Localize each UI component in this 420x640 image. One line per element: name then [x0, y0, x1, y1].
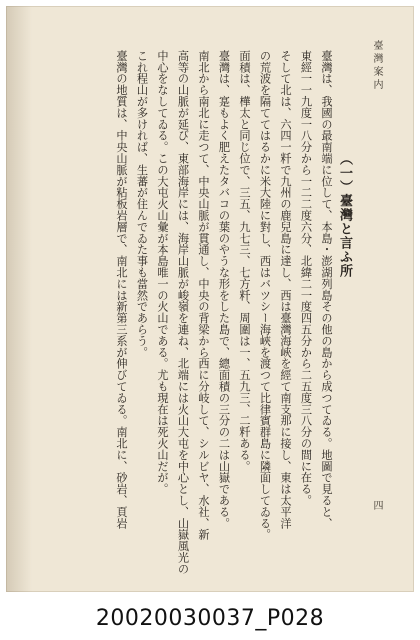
- page-gutter-shadow: [6, 6, 32, 592]
- body-line: 東經一一九度一八分から一二二度六分、北緯二一度四五分から二五度三八分の間に在る。: [299, 50, 313, 506]
- body-line: 臺灣は、寔もよく肥えたタバコの葉のやうな形をした島で、總面積の三分の二は山嶽である。: [217, 50, 231, 529]
- body-line: これ程山が多ければ、生蕃が住んでゐた事も當然であらう。: [135, 50, 149, 358]
- page-number: 四: [371, 500, 382, 510]
- body-line: 臺灣は、我國の最南端に位して、本島・澎湖列島その他の島から成つてゐる。地圖で見ると、: [320, 50, 333, 529]
- body-line: 臺灣の地質は、中央山脈が粘板岩層で、南北には新第三系が伸びてゐる。南北に、砂岩、頁岩: [115, 50, 128, 529]
- image-caption: 20020030037_P028: [95, 605, 325, 631]
- body-line: 面積は、樺太と同じ位で、三五、九七三、七方粁、周圍は一、五九三、二粁ある。: [238, 50, 251, 472]
- running-head: 臺灣案内: [371, 40, 382, 92]
- body-line: の荒波を隔ててはるかに米大陸に對し、西はバツシー海峽を渡つて比律賓群島に隣面してゐる。: [258, 50, 272, 541]
- body-line: 南北から南北に走つて、中央山脈が貫通し、中央の背梁から西に分岐して、シルビヤ、水社、新: [197, 50, 210, 541]
- section-title: （一）臺灣と言ふ所: [337, 152, 352, 278]
- body-line: 中心をなしてゐる。この大屯火山彙が本島唯一の火山である。尤も現在は死火山だが。: [156, 50, 169, 495]
- body-line: 高等の山脈が延び、東部海岸には、海岸山脈が峻嶺を連ね、北端には火山大屯を中心とし、山嶽風光の: [176, 50, 190, 575]
- body-line: そして北は、六四一粁で九州の鹿兒島に達し、西は臺灣海峽を經て南支那に接し、東は太平洋: [279, 50, 292, 529]
